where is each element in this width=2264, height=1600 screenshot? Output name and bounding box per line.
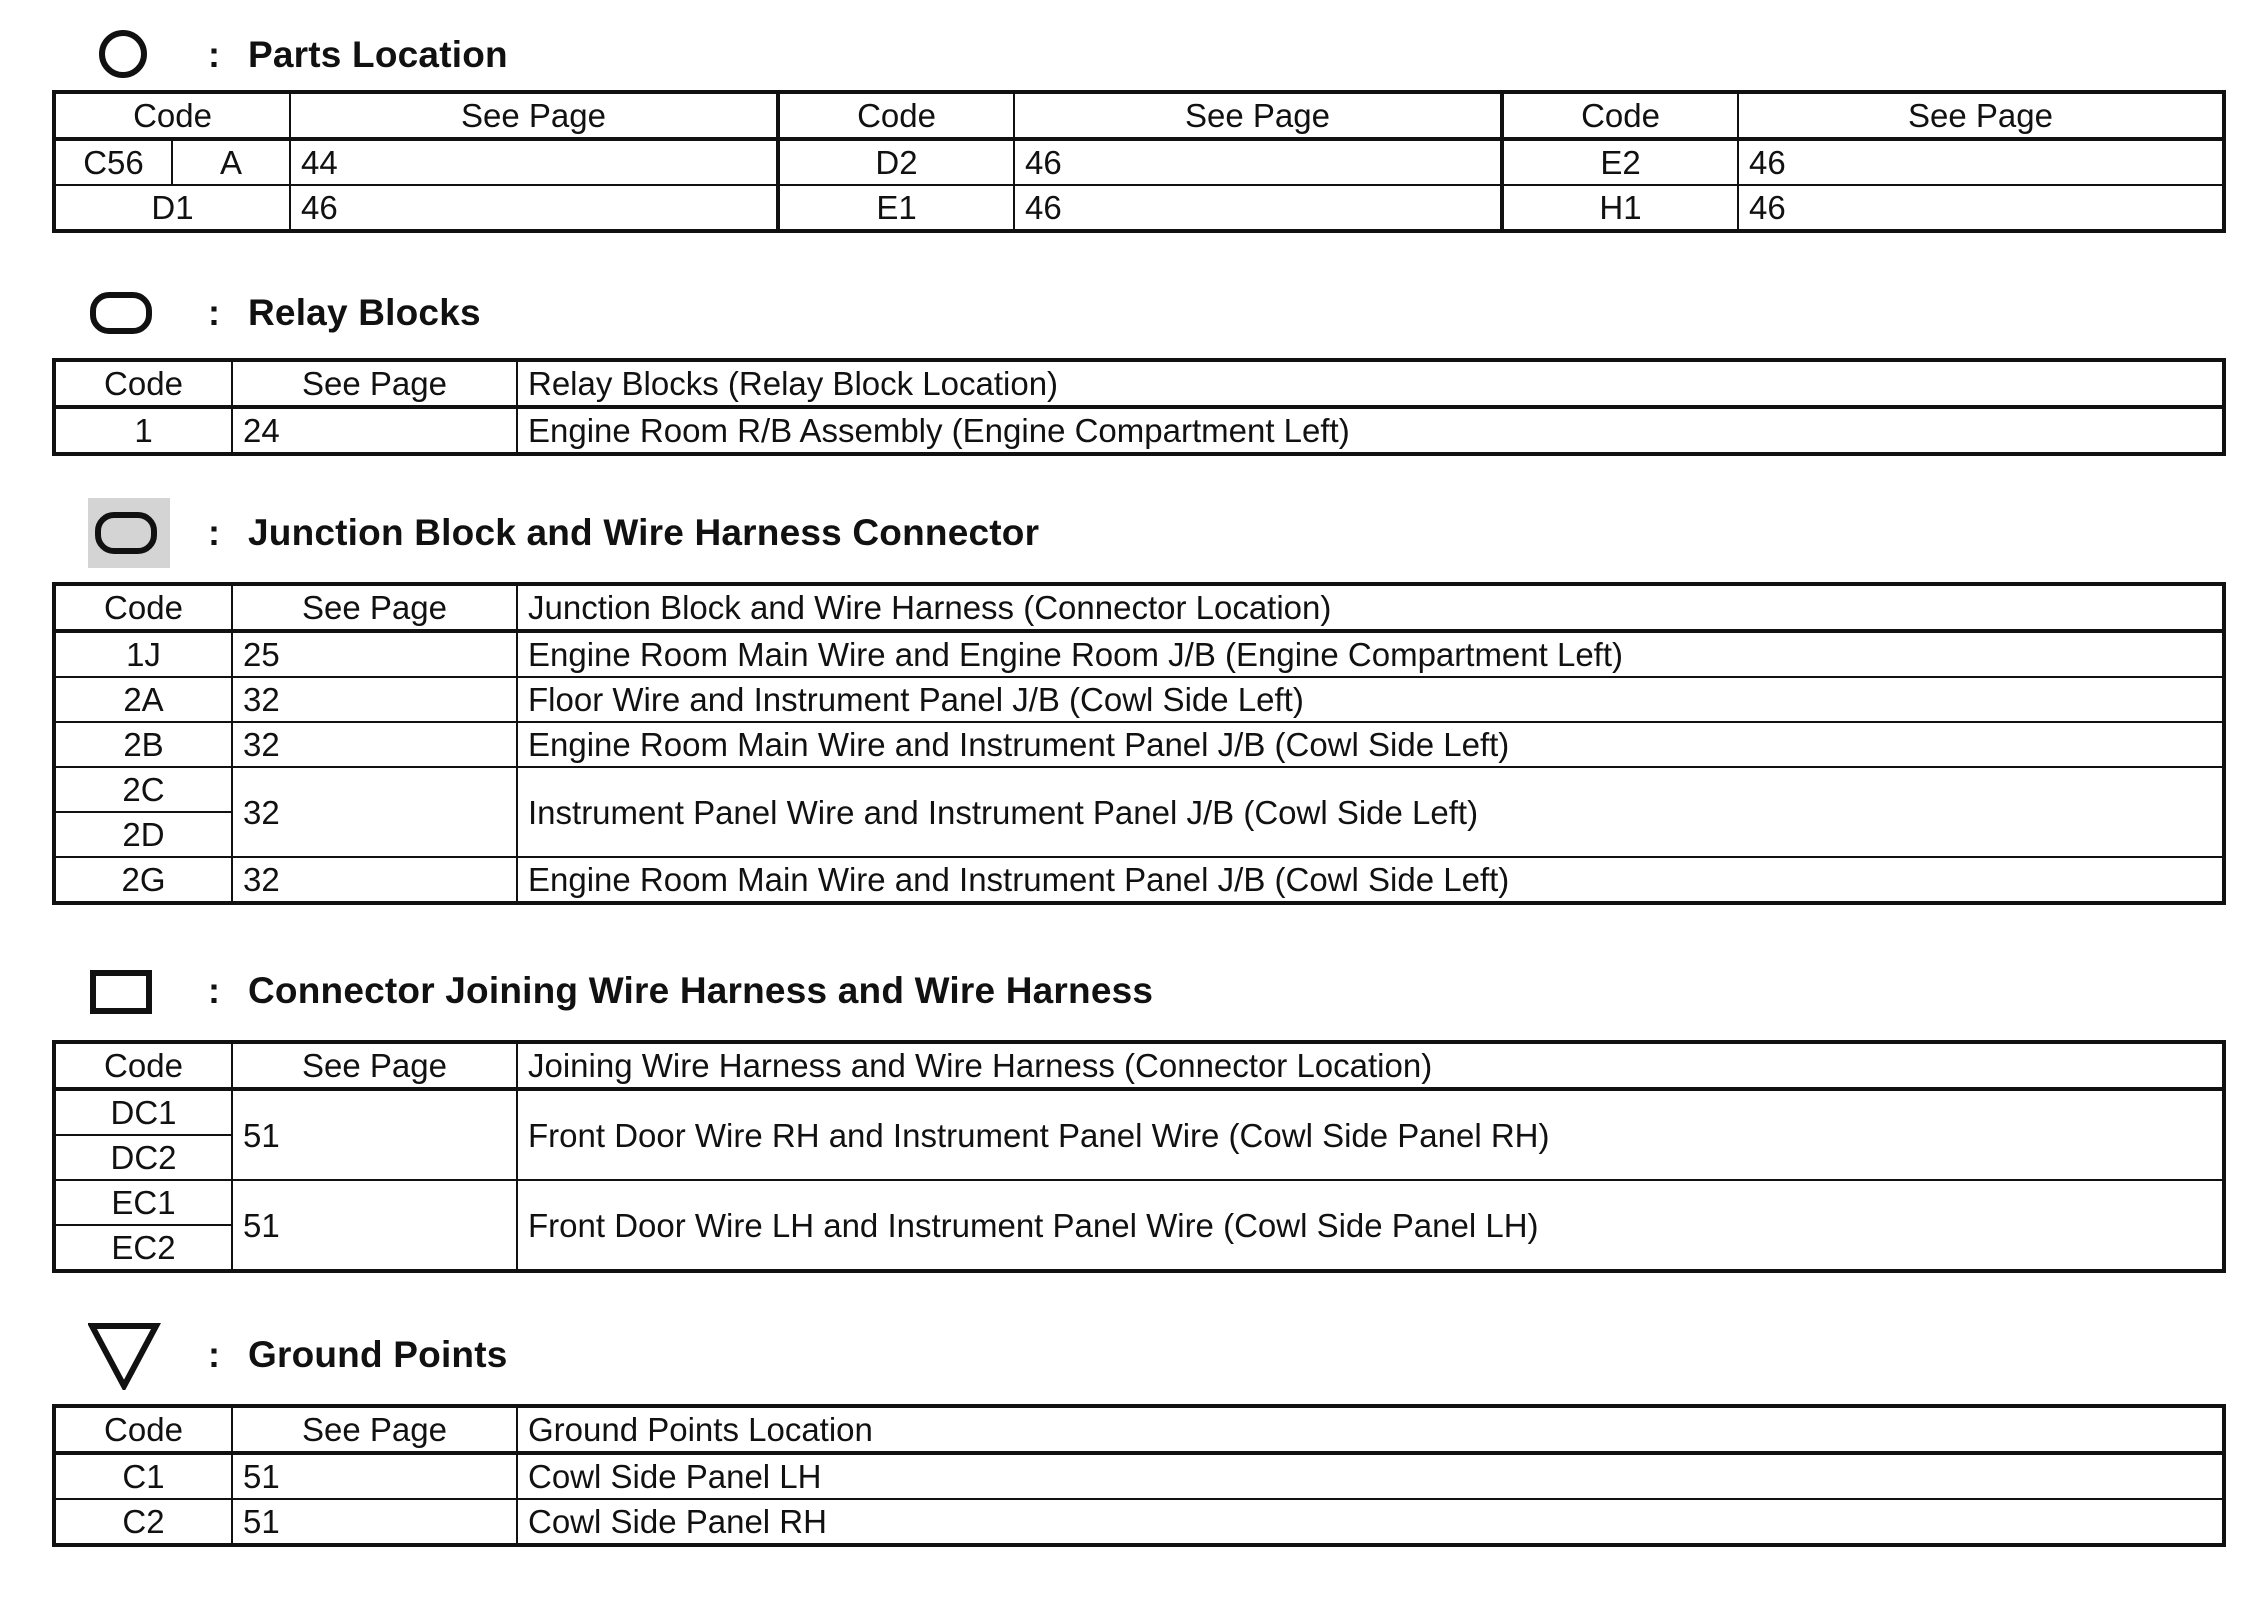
header-code: Code (54, 1406, 232, 1453)
header-code: Code (778, 92, 1014, 139)
location-cell: Floor Wire and Instrument Panel J/B (Cowl Side Left) (517, 677, 2224, 722)
location-cell: Cowl Side Panel LH (517, 1453, 2224, 1499)
code-cell: EC2 (54, 1225, 232, 1271)
heading-colon: : (208, 970, 220, 1011)
header-code: Code (54, 360, 232, 407)
header-see-page: See Page (1738, 92, 2224, 139)
parts-location-heading (0, 20, 2264, 90)
header-code: Code (1502, 92, 1738, 139)
rounded-rectangle-icon (88, 278, 178, 348)
parts-location-table (52, 90, 2226, 233)
header-see-page: See Page (290, 92, 778, 139)
code-cell: H1 (1502, 185, 1738, 231)
page-cell: 51 (232, 1453, 517, 1499)
page-cell: 32 (232, 722, 517, 767)
header-see-page: See Page (232, 360, 517, 407)
header-see-page: See Page (1014, 92, 1502, 139)
table-header-row (54, 92, 2224, 139)
page-cell: 24 (232, 407, 517, 454)
shaded-rounded-rectangle-icon (88, 498, 178, 568)
page-cell: 32 (232, 857, 517, 903)
header-code: Code (54, 584, 232, 631)
code-cell: 2G (54, 857, 232, 903)
page-cell: 51 (232, 1180, 517, 1271)
relay-blocks-heading (0, 278, 2264, 348)
table-row (54, 767, 2224, 812)
code-cell: DC1 (54, 1089, 232, 1135)
location-cell: Cowl Side Panel RH (517, 1499, 2224, 1545)
code-suffix-cell: A (172, 139, 290, 185)
page-cell: 46 (290, 185, 778, 231)
table-row (54, 407, 2224, 454)
code-cell: D1 (54, 185, 290, 231)
table-row (54, 1180, 2224, 1225)
connector-joining-table (52, 1040, 2226, 1273)
table-header-row (54, 1406, 2224, 1453)
table-header-row (54, 1042, 2224, 1089)
header-location: Relay Blocks (Relay Block Location) (517, 360, 2224, 407)
page-cell: 46 (1014, 185, 1502, 231)
ground-points-table (52, 1404, 2226, 1547)
header-code: Code (54, 1042, 232, 1089)
location-cell: Front Door Wire LH and Instrument Panel Wire (Cowl Side Panel LH) (517, 1180, 2224, 1271)
table-row (54, 857, 2224, 903)
header-location: Joining Wire Harness and Wire Harness (Connector Location) (517, 1042, 2224, 1089)
header-code: Code (54, 92, 290, 139)
code-cell: 2D (54, 812, 232, 857)
circle-icon (88, 20, 178, 90)
section-title: Parts Location (248, 34, 508, 75)
heading-colon: : (208, 292, 220, 333)
table-row (54, 677, 2224, 722)
location-cell: Engine Room Main Wire and Instrument Panel J/B (Cowl Side Left) (517, 722, 2224, 767)
table-row (54, 722, 2224, 767)
heading-colon: : (208, 34, 220, 75)
location-cell: Engine Room Main Wire and Engine Room J/B (Engine Compartment Left) (517, 631, 2224, 677)
section-title: Relay Blocks (248, 292, 481, 333)
table-row (54, 139, 2224, 185)
code-cell: DC2 (54, 1135, 232, 1180)
table-row (54, 1499, 2224, 1545)
code-cell: EC1 (54, 1180, 232, 1225)
relay-blocks-table (52, 358, 2226, 456)
code-cell: 1 (54, 407, 232, 454)
header-see-page: See Page (232, 584, 517, 631)
code-cell: C1 (54, 1453, 232, 1499)
page-cell: 46 (1014, 139, 1502, 185)
table-row (54, 185, 2224, 231)
ground-points-heading (0, 1320, 2264, 1390)
location-cell: Instrument Panel Wire and Instrument Panel J/B (Cowl Side Left) (517, 767, 2224, 857)
page-cell: 32 (232, 767, 517, 857)
heading-colon: : (208, 1334, 220, 1375)
code-cell: 2C (54, 767, 232, 812)
table-header-row (54, 360, 2224, 407)
code-cell: C56 (54, 139, 172, 185)
code-cell: E1 (778, 185, 1014, 231)
page-cell: 25 (232, 631, 517, 677)
location-cell: Front Door Wire RH and Instrument Panel Wire (Cowl Side Panel RH) (517, 1089, 2224, 1180)
header-location: Ground Points Location (517, 1406, 2224, 1453)
page-cell: 51 (232, 1499, 517, 1545)
page-cell: 44 (290, 139, 778, 185)
section-title: Connector Joining Wire Harness and Wire Harness (248, 970, 1154, 1011)
page-cell: 51 (232, 1089, 517, 1180)
table-row (54, 631, 2224, 677)
page-cell: 32 (232, 677, 517, 722)
header-see-page: See Page (232, 1406, 517, 1453)
section-title: Junction Block and Wire Harness Connector (248, 512, 1040, 553)
code-cell: 1J (54, 631, 232, 677)
junction-block-heading (0, 498, 2264, 568)
code-cell: E2 (1502, 139, 1738, 185)
table-header-row (54, 584, 2224, 631)
heading-colon: : (208, 512, 220, 553)
header-see-page: See Page (232, 1042, 517, 1089)
page-cell: 46 (1738, 139, 2224, 185)
section-title: Ground Points (248, 1334, 508, 1375)
code-cell: 2A (54, 677, 232, 722)
header-location: Junction Block and Wire Harness (Connector Location) (517, 584, 2224, 631)
downward-triangle-icon (88, 1320, 178, 1390)
junction-block-table (52, 582, 2226, 905)
rectangle-icon (88, 956, 178, 1026)
code-cell: D2 (778, 139, 1014, 185)
table-row (54, 1453, 2224, 1499)
table-row (54, 1089, 2224, 1135)
connector-joining-heading (0, 956, 2264, 1026)
location-cell: Engine Room Main Wire and Instrument Panel J/B (Cowl Side Left) (517, 857, 2224, 903)
location-cell: Engine Room R/B Assembly (Engine Compartment Left) (517, 407, 2224, 454)
page-cell: 46 (1738, 185, 2224, 231)
code-cell: 2B (54, 722, 232, 767)
code-cell: C2 (54, 1499, 232, 1545)
